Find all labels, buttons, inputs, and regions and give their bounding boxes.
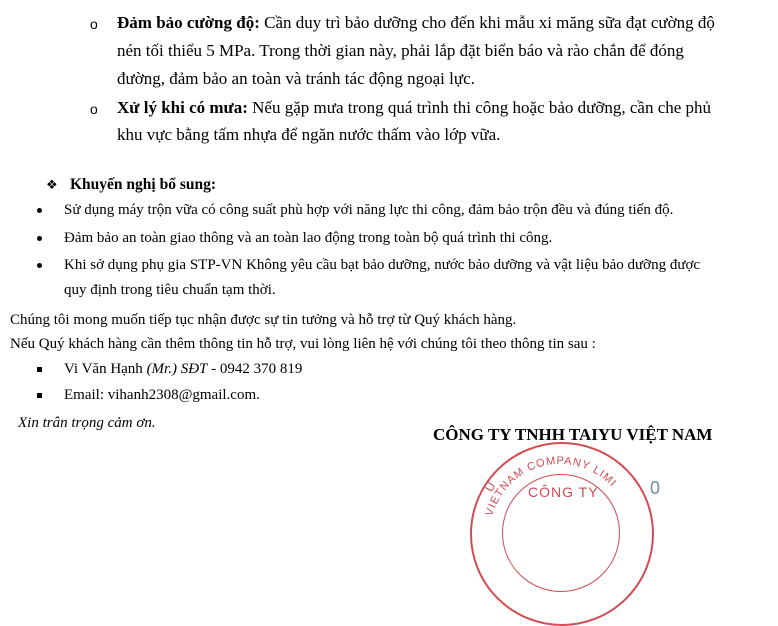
section-heading xyxy=(70,174,216,196)
stamp-center-text: CÔNG TY xyxy=(528,484,599,500)
sub-item-line: nén tối thiểu 5 MPa. Trong thời gian này, phải lắp đặt biển báo và rào chắn để đóng xyxy=(117,41,684,60)
stamp-edge-char: 0 xyxy=(650,478,661,498)
bullet-dot xyxy=(37,208,42,213)
sub-item-label: Đảm bảo cường độ: xyxy=(117,13,260,32)
thanks-italic: Xin trân trọng cảm ơn. xyxy=(18,415,156,431)
bullet-square xyxy=(37,367,42,372)
list-item-continuation: quy định trong tiêu chuẩn tạm thời. xyxy=(64,282,276,298)
list-item: Khi sở dụng phụ gia STP-VN Không yêu cầu bạt bảo dưỡng, nước bảo dưỡng và vật liệu bảo dưỡng được xyxy=(64,257,701,273)
stamp-left-text: U xyxy=(482,479,499,495)
contact-name: Vi Văn Hạnh xyxy=(64,361,143,377)
closing-line: Chúng tôi mong muốn tiếp tục nhận được sự tin tưởng và hỗ trợ từ Quý khách hàng. xyxy=(10,312,517,328)
sub-item-line xyxy=(117,95,711,121)
section-heading-text: Khuyến nghị bổ sung: xyxy=(70,176,217,193)
bullet-dot xyxy=(37,263,42,268)
contact-phone: - 0942 370 819 xyxy=(211,361,303,377)
sub-bullet: o xyxy=(90,16,98,32)
company-name-text: CÔNG TY TNHH TAIYU VIỆT NAM xyxy=(433,425,713,444)
sub-item-line: đường, đảm bảo an toàn và tránh tác động ngoại lực. xyxy=(117,69,475,88)
bullet-square xyxy=(37,393,42,398)
contact-title: (Mr.) SĐT xyxy=(146,361,208,377)
sub-bullet: o xyxy=(90,101,98,117)
bullet-dot xyxy=(37,236,42,241)
sub-item-text: Nếu gặp mưa trong quá trình thi công hoặc bảo dưỡng, cần che phủ xyxy=(252,98,712,117)
svg-text:VIETNAM COMPANY LIMI: VIETNAM COMPANY LIMI xyxy=(483,454,619,518)
sub-item-text: Cần duy trì bảo dưỡng cho đến khi mẫu xi măng sữa đạt cường độ xyxy=(264,13,715,32)
contact-line xyxy=(64,358,302,380)
stamp-ring-text xyxy=(470,442,650,622)
thanks-text xyxy=(18,412,156,434)
contact-email: Email: vihanh2308@gmail.com. xyxy=(64,387,260,403)
list-item: Sử dụng máy trộn vữa có công suất phù hợp với năng lực thi công, đảm bảo trộn đều và đúng tiến độ. xyxy=(64,202,674,218)
sub-item-line xyxy=(117,10,715,36)
closing-line: Nếu Quý khách hàng cần thêm thông tin hỗ trợ, vui lòng liên hệ với chúng tôi theo thông tin sau : xyxy=(10,336,596,352)
diamond-bullet-icon: ❖ xyxy=(46,178,58,193)
sub-item-label: Xử lý khi có mưa: xyxy=(117,98,248,117)
list-item: Đảm bảo an toàn giao thông và an toàn lao động trong toàn bộ quá trình thi công. xyxy=(64,230,553,246)
company-stamp xyxy=(470,442,654,626)
sub-item-line: khu vực bằng tấm nhựa để ngăn nước thấm vào lớp vữa. xyxy=(117,125,501,144)
